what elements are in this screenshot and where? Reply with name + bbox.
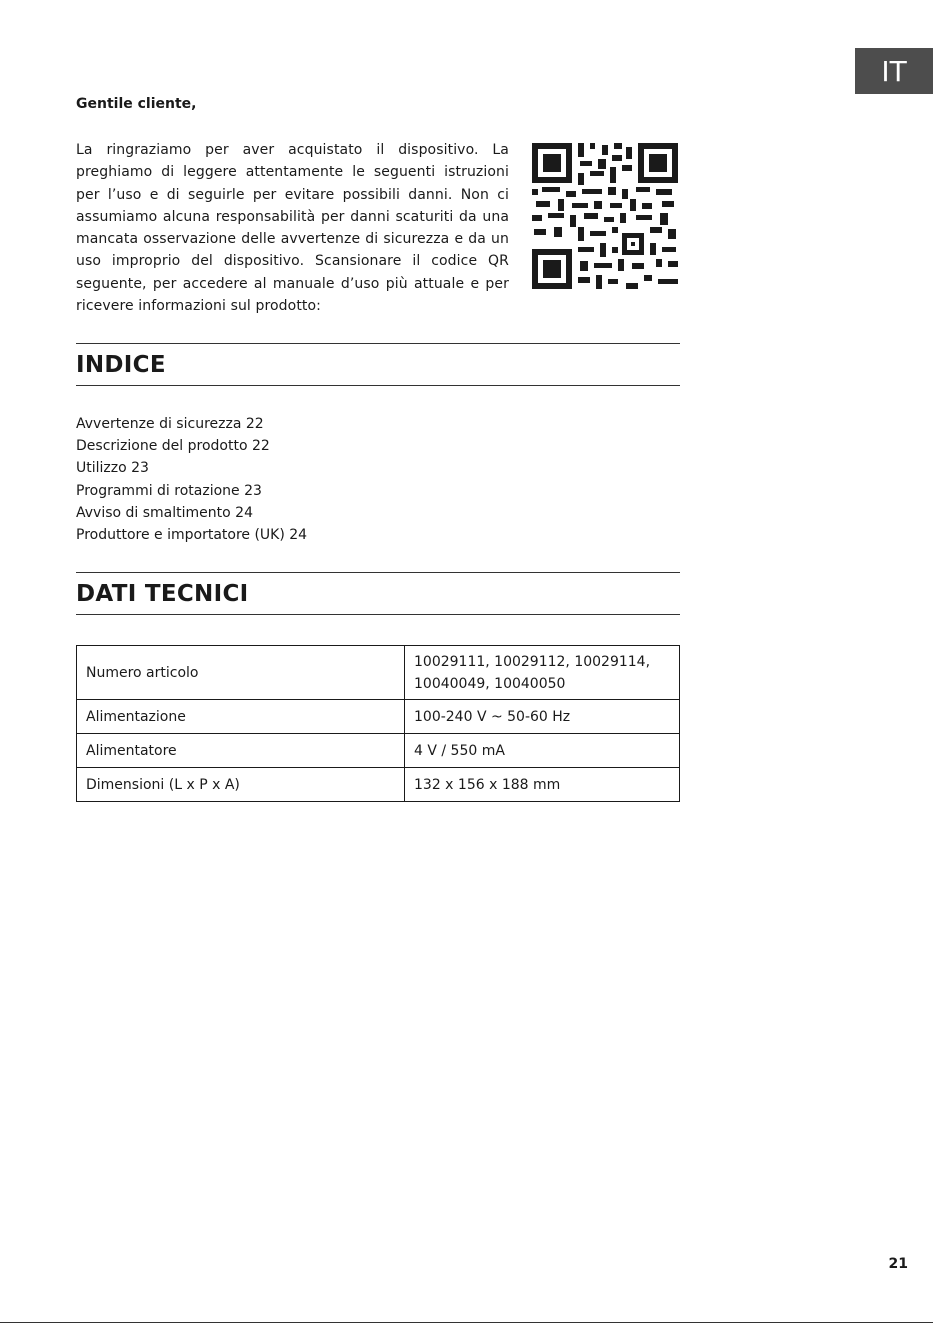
specs-bottom-rule [76,614,680,615]
specs-top-rule [76,572,680,573]
qr-code-icon [532,143,678,289]
toc-item: Avvertenze di sicurezza 22 [76,416,264,432]
toc-item: Programmi di rotazione 23 [76,482,262,499]
spec-value [405,646,680,700]
greeting: Gentile cliente, [76,96,197,112]
table-of-contents [76,413,307,546]
index-title: INDICE [76,352,166,378]
table-row [77,768,680,802]
index-top-rule [76,343,680,344]
spec-value: 100-240 V ~ 50-60 Hz [405,700,680,734]
spec-label: Alimentazione [77,700,405,734]
spec-label: Dimensioni (L x P x A) [77,768,405,802]
index-bottom-rule [76,385,680,386]
page-number: 21 [888,1256,908,1272]
spec-label: Alimentatore [77,734,405,768]
table-row [77,734,680,768]
specs-title: DATI TECNICI [76,581,249,607]
language-tab: IT [855,48,933,94]
spec-label: Numero articolo [77,646,405,700]
toc-item: Descrizione del prodotto 22 [76,438,270,455]
page-bottom-rule [0,1322,933,1323]
table-row [77,700,680,734]
spec-value-line: 10029111, 10029112, 10029114, [414,653,651,670]
toc-item: Utilizzo 23 [76,460,149,477]
spec-value: 132 x 156 x 188 mm [405,768,680,802]
toc-item: Avviso di smaltimento 24 [76,504,253,521]
spec-value-line: 10040049, 10040050 [414,675,566,692]
intro-paragraph: La ringraziamo per aver acquistato il dispositivo. La preghiamo di leggere attentamente le seguenti istruzioni per l’uso e di seguirle per evitare possibili danni. Non ci assumiamo alcuna responsabilità per danni scaturiti da una mancata osservazione delle avvertenze di sicurezza e da un uso improprio del dispositivo. Scansionare il codice QR seguente, per accedere al manuale d’uso più attuale e per ricevere informazioni sul prodotto: [76,142,509,315]
specs-table [76,645,680,802]
spec-value: 4 V / 550 mA [405,734,680,768]
table-row [77,646,680,700]
toc-item: Produttore e importatore (UK) 24 [76,527,308,544]
